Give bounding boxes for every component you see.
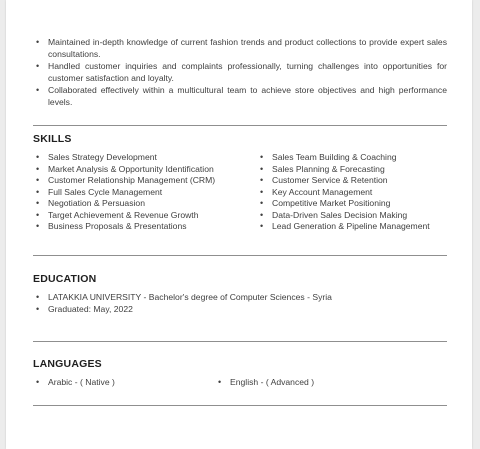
education-item: • LATAKKIA UNIVERSITY - Bachelor's degree of Computer Sciences - Syria [33, 292, 447, 304]
skill-item: • Target Achievement & Revenue Growth [33, 210, 257, 222]
skill-item: • Market Analysis & Opportunity Identification [33, 164, 257, 176]
skill-item: • Sales Planning & Forecasting [257, 164, 447, 176]
skill-item: • Key Account Management [257, 187, 447, 199]
education-list [33, 292, 447, 315]
skill-item: • Customer Service & Retention [257, 175, 447, 187]
section-divider [33, 125, 447, 126]
languages-heading: LANGUAGES [33, 358, 102, 370]
section-divider [33, 405, 447, 406]
skill-item: • Data-Driven Sales Decision Making [257, 210, 447, 222]
skill-item: • Full Sales Cycle Management [33, 187, 257, 199]
section-divider [33, 255, 447, 256]
skill-item: • Lead Generation & Pipeline Management [257, 221, 447, 233]
skill-item: • Sales Strategy Development [33, 152, 257, 164]
language-item: • Arabic - ( Native ) [33, 377, 215, 389]
section-divider [33, 341, 447, 342]
skills-columns [33, 152, 447, 233]
education-heading: EDUCATION [33, 273, 97, 285]
skill-item: • Customer Relationship Management (CRM) [33, 175, 257, 187]
experience-bullet: • Handled customer inquiries and complaints professionally, turning challenges into opportunities for customer satisfaction and loyalty. [33, 61, 447, 84]
education-item: • Graduated: May, 2022 [33, 304, 447, 316]
skill-item: • Negotiation & Persuasion [33, 198, 257, 210]
skills-list-right [257, 152, 447, 233]
skill-item: • Sales Team Building & Coaching [257, 152, 447, 164]
skills-list-left [33, 152, 257, 233]
skills-heading: SKILLS [33, 133, 72, 145]
experience-bullet: • Maintained in-depth knowledge of current fashion trends and product collections to provide expert sales consultations. [33, 37, 447, 60]
experience-bullets [33, 37, 447, 109]
skill-item: • Competitive Market Positioning [257, 198, 447, 210]
experience-bullet: • Collaborated effectively within a multicultural team to achieve store objectives and high performance levels. [33, 85, 447, 108]
language-item: • English - ( Advanced ) [215, 377, 314, 389]
languages-list [33, 377, 447, 389]
skill-item: • Business Proposals & Presentations [33, 221, 257, 233]
resume-page [6, 0, 472, 449]
